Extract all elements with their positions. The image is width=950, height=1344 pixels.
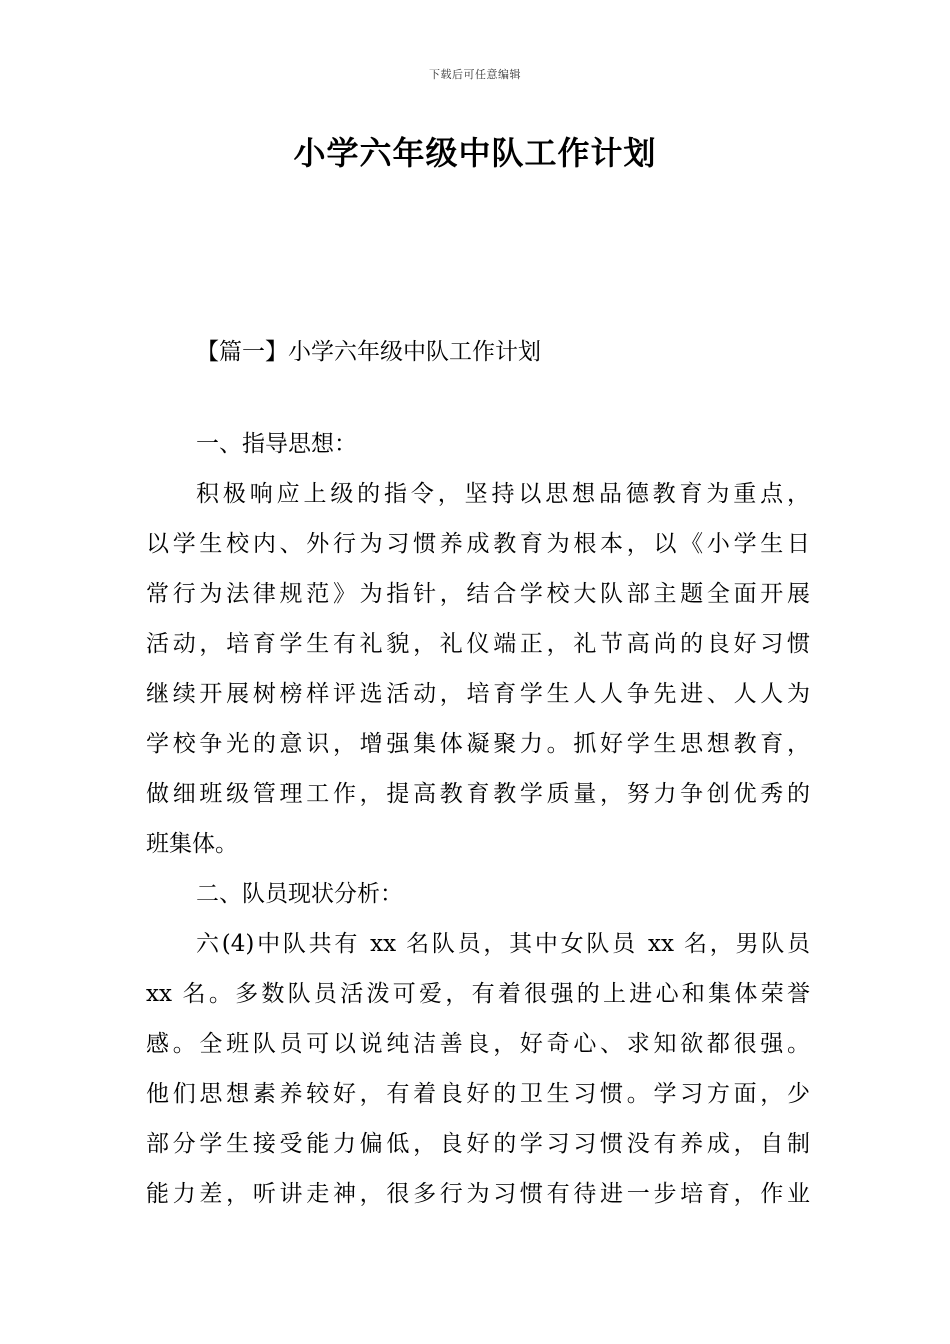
paragraph-line: 学校争光的意识，增强集体凝聚力。抓好学生思想教育， [146, 731, 810, 757]
paragraph-line: 部分学生接受能力偏低，良好的学习习惯没有养成，自制 [146, 1131, 810, 1157]
paragraph-line: 做细班级管理工作，提高教育教学质量，努力争创优秀的 [146, 781, 810, 807]
paragraph-line: 他们思想素养较好，有着良好的卫生习惯。学习方面，少 [146, 1081, 810, 1107]
paragraph-line: 六(4)中队共有 xx 名队员，其中女队员 xx 名，男队员 [196, 931, 810, 957]
section-title: 【篇一】小学六年级中队工作计划 [196, 339, 541, 365]
document-title: 小学六年级中队工作计划 [293, 134, 657, 172]
paragraph-line: 以学生校内、外行为习惯养成教育为根本，以《小学生日 [146, 531, 810, 557]
paragraph-line: 能力差，听讲走神，很多行为习惯有待进一步培育，作业 [146, 1181, 810, 1207]
paragraph-line: 班集体。 [146, 831, 238, 857]
paragraph-line: xx 名。多数队员活泼可爱，有着很强的上进心和集体荣誉 [146, 981, 810, 1007]
paragraph-line: 继续开展树榜样评选活动，培育学生人人争先进、人人为 [146, 681, 810, 707]
paragraph-line: 常行为法律规范》为指针，结合学校大队部主题全面开展 [146, 581, 810, 607]
paragraph-line: 积极响应上级的指令，坚持以思想品德教育为重点， [196, 481, 810, 507]
body-text [146, 419, 810, 1219]
header-note: 下载后可任意编辑 [429, 68, 521, 81]
paragraph-line: 感。全班队员可以说纯洁善良，好奇心、求知欲都很强。 [146, 1031, 810, 1057]
heading-guiding-ideology: 一、指导思想： [196, 431, 357, 457]
paragraph-line: 活动，培育学生有礼貌，礼仪端正，礼节高尚的良好习惯 [146, 631, 810, 657]
heading-member-analysis: 二、队员现状分析： [196, 881, 403, 907]
